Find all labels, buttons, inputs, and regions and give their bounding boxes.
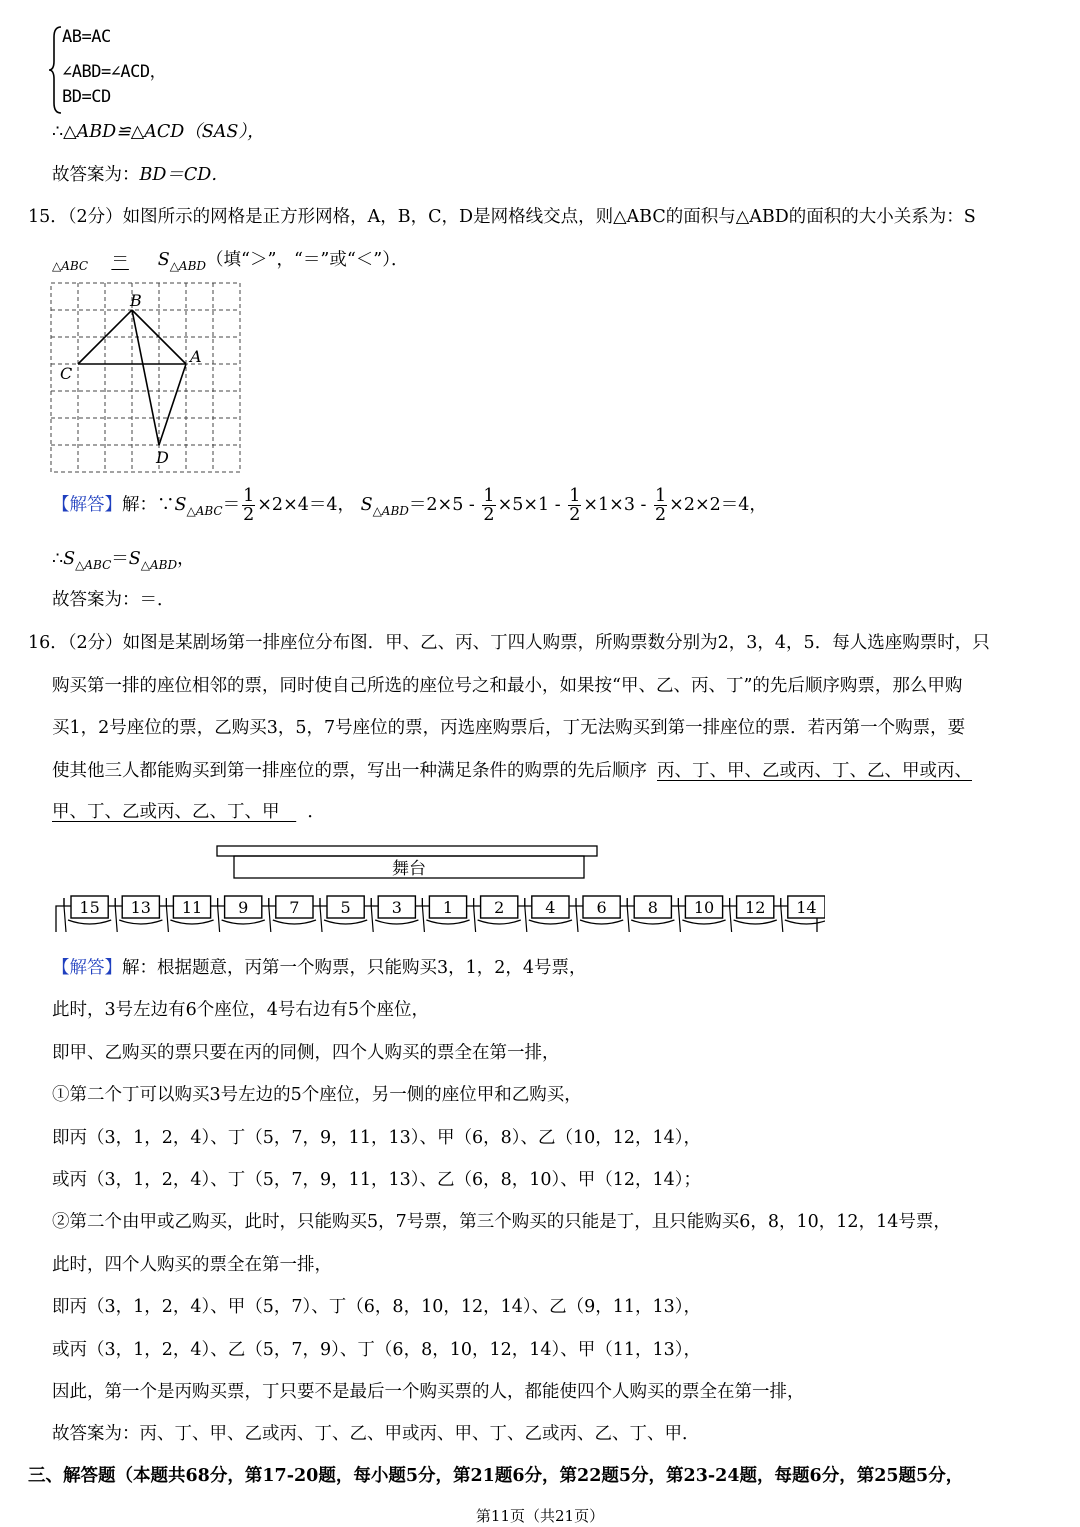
- q16-solution-line11: 因此，第一个是丙购买票，丁只要不是最后一个购买票的人，都能使四个人购买的票全在第一排，: [52, 1382, 805, 1402]
- q16-stem-line4: 使其他三人都能购买到第一排座位的票，写出一种满足条件的购票的先后顺序 丙、丁、甲、乙或丙、丁、乙、甲或丙、: [52, 761, 972, 781]
- q16-solution-line2: 此时，3号左边有6个座位，4号右边有5个座位，: [52, 1000, 430, 1020]
- seat-6: [576, 896, 627, 932]
- q16-solution-line3: 即甲、乙购买的票只要在丙的同侧，四个人购买的票全在第一排，: [52, 1043, 560, 1063]
- q16-solution-line10: 或丙（3，1，2，4）、乙（5，7，9）、丁（6，8，10，12，14）、甲（11，13），: [52, 1340, 702, 1360]
- solution-tag: 【解答】: [52, 958, 122, 978]
- seat-8: [627, 896, 678, 932]
- label-d: D: [156, 448, 169, 467]
- q15-stem: 15．（2分）如图所示的网格是正方形网格，A，B，C，D是网格线交点，则△ABC的面积与△ABD的面积的大小关系为：S: [28, 207, 976, 227]
- q16-stem-line3: 买1，2号座位的票，乙购买3，5，7号座位的票，丙选座购票后，丁无法购买到第一排座位的票．若丙第一个购票，要: [52, 718, 966, 738]
- q16-solution-line4: ①第二个丁可以购买3号左边的5个座位，另一侧的座位甲和乙购买，: [52, 1085, 582, 1105]
- seat-number: 14: [796, 898, 817, 917]
- seat-number: 3: [391, 898, 402, 917]
- seat-number: 12: [745, 898, 766, 917]
- q15-answer: 故答案为：＝．: [52, 590, 175, 610]
- seat-number: 6: [596, 898, 607, 917]
- q14-answer: 故答案为：BD＝CD．: [52, 165, 229, 185]
- solution-tag: 【解答】: [52, 495, 122, 515]
- label-b: B: [130, 291, 142, 310]
- seat-row: [64, 896, 825, 932]
- seat-1: [422, 896, 473, 932]
- theater-seat-figure: [50, 840, 825, 935]
- seat-10: [678, 896, 729, 932]
- q16-solution-line5: 即丙（3，1，2，4）、丁（5，7，9，11，13）、甲（6，8）、乙（10，12，14），: [52, 1128, 702, 1148]
- seat-number: 11: [181, 898, 203, 917]
- seat-5: [320, 896, 371, 932]
- seat-11: [166, 896, 217, 932]
- seat-13: [115, 896, 166, 932]
- grid-figure: [48, 280, 248, 476]
- seat-number: 5: [340, 898, 351, 917]
- label-a: A: [190, 347, 202, 366]
- equation-bd-cd: BD=CD: [62, 87, 111, 107]
- seat-number: 8: [647, 898, 658, 917]
- seat-number: 13: [130, 898, 151, 917]
- q16-solution-line9: 即丙（3，1，2，4）、甲（5，7）、丁（6，8，10，12，14）、乙（9，11，13），: [52, 1297, 702, 1317]
- q15-answer-blank: ＝: [111, 250, 129, 270]
- seat-number: 4: [545, 898, 556, 917]
- stage-label: 舞台: [392, 859, 426, 879]
- seat-12: [730, 896, 781, 932]
- seat-number: 2: [494, 898, 505, 917]
- q16-solution-line6: 或丙（3，1，2，4）、丁（5，7，9，11，13）、乙（6，8，10）、甲（12，14）；: [52, 1170, 702, 1190]
- label-c: C: [60, 364, 73, 383]
- q15-stem-line2: $_{\triangle ABC} = S_{\triangle ABD}$（填“＞”，“＝”或“＜”）．: [52, 250, 409, 273]
- seat-number: 7: [289, 898, 300, 917]
- seat-4: [525, 896, 576, 932]
- q15-solution: 【解答】解：$\because S_{\triangle ABC}=$ $\frac{1}{2}$ ×2×4＝4， $S_{\triangle ABD}=2\times 5$ - $\frac{1}{2}$ ×5×1 - $\frac{1}{2}$ ×1×3 - $\frac{1}{2}$ ×2×2＝4，: [52, 486, 767, 525]
- equation-angles: ∠ABD=∠ACD，: [62, 62, 167, 82]
- seat-number: 9: [238, 898, 249, 917]
- seat-number: 10: [693, 898, 715, 917]
- equation-ab-ac: AB=AC: [62, 27, 111, 47]
- seat-number: 1: [442, 898, 454, 917]
- q16-answer-blank-1: 丙、丁、甲、乙或丙、丁、乙、甲或丙、: [657, 761, 972, 781]
- q16-stem-line2: 购买第一排的座位相邻的票，同时使自己所选的座位号之和最小，如果按“甲、乙、丙、丁”的先后顺序购票，那么甲购: [52, 676, 963, 696]
- seat-9: [218, 896, 269, 932]
- q16-solution-line7: ②第二个由甲或乙购买，此时，只能购买5，7号票，第三个购买的只能是丁，且只能购买6，8，10，12，14号票，: [52, 1212, 951, 1232]
- congruence-line: ∴△ABD≌△ACD（SAS），: [52, 122, 265, 142]
- q16-stem-line1: 16．（2分）如图是某剧场第一排座位分布图．甲、乙、丙、丁四人购票，所购票数分别为2，3，4，5．每人选座购票时，只: [28, 633, 990, 653]
- q16-solution-line8: 此时，四个人购买的票全在第一排，: [52, 1255, 332, 1275]
- equation-system: [48, 25, 248, 115]
- q16-stem-line5: 甲、丁、乙或丙、乙、丁、甲 ．: [52, 802, 325, 822]
- seat-15: [64, 896, 115, 932]
- page-footer: 第11页（共21页）: [475, 1507, 605, 1525]
- seat-number: 15: [79, 898, 100, 917]
- section-3-heading: 三、解答题（本题共68分，第17-20题，每小题5分，第21题6分，第22题5分，第23-24题，每题6分，第25题5分，: [28, 1466, 964, 1486]
- seat-14: [781, 896, 825, 932]
- seat-7: [269, 896, 320, 932]
- q15-conclusion: $\therefore S_{\triangle ABC}=S_{\triangle ABD}$，: [52, 549, 195, 572]
- seat-2: [474, 896, 525, 932]
- q16-solution-line1: 【解答】解：根据题意，丙第一个购票，只能购买3，1，2，4号票，: [52, 958, 587, 978]
- q16-solution-line12: 故答案为：丙、丁、甲、乙或丙、丁、乙、甲或丙、甲、丁、乙或丙、乙、丁、甲．: [52, 1424, 700, 1444]
- seat-3: [371, 896, 422, 932]
- q16-answer-blank-2: 甲、丁、乙或丙、乙、丁、甲: [52, 802, 280, 822]
